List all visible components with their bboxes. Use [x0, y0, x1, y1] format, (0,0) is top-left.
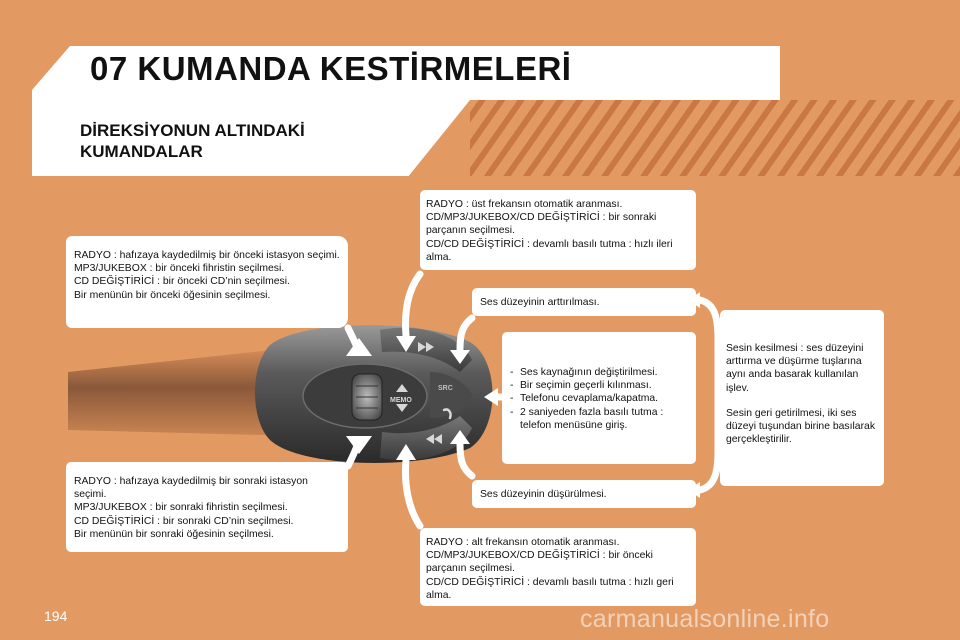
- seek-up-fast-forward-text: CD/CD DEĞİŞTİRİCİ : devamlı basılı tutma : hızlı ileri alma.: [426, 238, 673, 263]
- page-number: 194: [44, 608, 68, 624]
- section-title-line2: KUMANDALAR: [80, 142, 203, 161]
- arrow-to-next-track: [406, 274, 420, 336]
- arrow-mute-bracket: [700, 300, 718, 490]
- previous-cd-text: CD DEĞİŞTİRİCİ : bir önceki CD’nin seçilmesi.: [74, 276, 290, 288]
- next-cd-text: CD DEĞİŞTİRİCİ : bir sonraki CD’nin seçilmesi.: [74, 515, 294, 527]
- volume-up-text: Ses düzeyinin arttırılması.: [480, 297, 600, 308]
- list-item: - 2 saniyeden fazla basılı tutma : telefon menüsüne giriş.: [508, 406, 690, 432]
- arrow-to-previous-track: [406, 460, 420, 526]
- watermark: carmanualsonline.info: [580, 605, 830, 633]
- previous-mp3-text: MP3/JUKEBOX : bir önceki fihristin seçilmesi.: [74, 263, 285, 275]
- list-item: - Bir seçimin geçerli kılınması.: [508, 379, 690, 392]
- seek-down-radio-text: RADYO : alt frekansın otomatik aranması.: [426, 537, 620, 548]
- next-menu-text: Bir menünün bir sonraki öğesinin seçilmesi.: [74, 528, 274, 540]
- src-label: SRC: [438, 385, 453, 392]
- volume-down-text: Ses düzeyinin düşürülmesi.: [480, 489, 607, 500]
- mute-text: Sesin kesilmesi : ses düzeyini arttırma ve düşürme tuşlarına aynı anda basarak kullanılan işlev.: [726, 343, 864, 394]
- seek-down-track-text: CD/MP3/JUKEBOX/CD DEĞİŞTİRİCİ : bir önceki parçanın seçilmesi.: [426, 550, 653, 575]
- source-button-description-box: [502, 332, 696, 464]
- previous-item-description-box: [66, 236, 348, 328]
- seek-down-rewind-text: CD/CD DEĞİŞTİRİCİ : devamlı basılı tutma : hızlı geri alma.: [426, 576, 674, 601]
- volume-up-description-box: [472, 288, 696, 316]
- previous-menu-text: Bir menünün bir önceki öğesinin seçilmesi.: [74, 289, 271, 301]
- next-mp3-text: MP3/JUKEBOX : bir sonraki fihristin seçilmesi.: [74, 502, 288, 514]
- page-title: 07 KUMANDA KESTİRMELERİ: [90, 50, 572, 87]
- seek-up-track-text: CD/MP3/JUKEBOX/CD DEĞİŞTİRİCİ : bir sonraki parçanın seçilmesi.: [426, 212, 657, 237]
- unmute-text: Sesin geri getirilmesi, iki ses düzeyi tuşundan birine basılarak gerçekleştirilir.: [726, 407, 876, 446]
- list-item: - Telefonu cevaplama/kapatma.: [508, 392, 690, 405]
- volume-down-description-box: [472, 480, 696, 508]
- section-title-line1: DİREKSİYONUN ALTINDAKİ: [80, 121, 305, 140]
- previous-radio-text: RADYO : hafızaya kaydedilmiş bir önceki istasyon seçimi.: [74, 250, 340, 261]
- next-item-description-box: [66, 462, 348, 552]
- memo-label: MEMO: [390, 397, 412, 404]
- list-item: - Ses kaynağının değiştirilmesi.: [508, 366, 690, 379]
- next-radio-text: RADYO : hafızaya kaydedilmiş bir sonraki istasyon seçimi.: [74, 476, 308, 501]
- source-button-function-list: [508, 366, 690, 432]
- seek-down-description-box: [420, 528, 696, 606]
- mute-description-box: [720, 310, 884, 486]
- seek-up-radio-text: RADYO : üst frekansın otomatik aranması.: [426, 199, 623, 210]
- seek-up-description-box: [420, 190, 696, 270]
